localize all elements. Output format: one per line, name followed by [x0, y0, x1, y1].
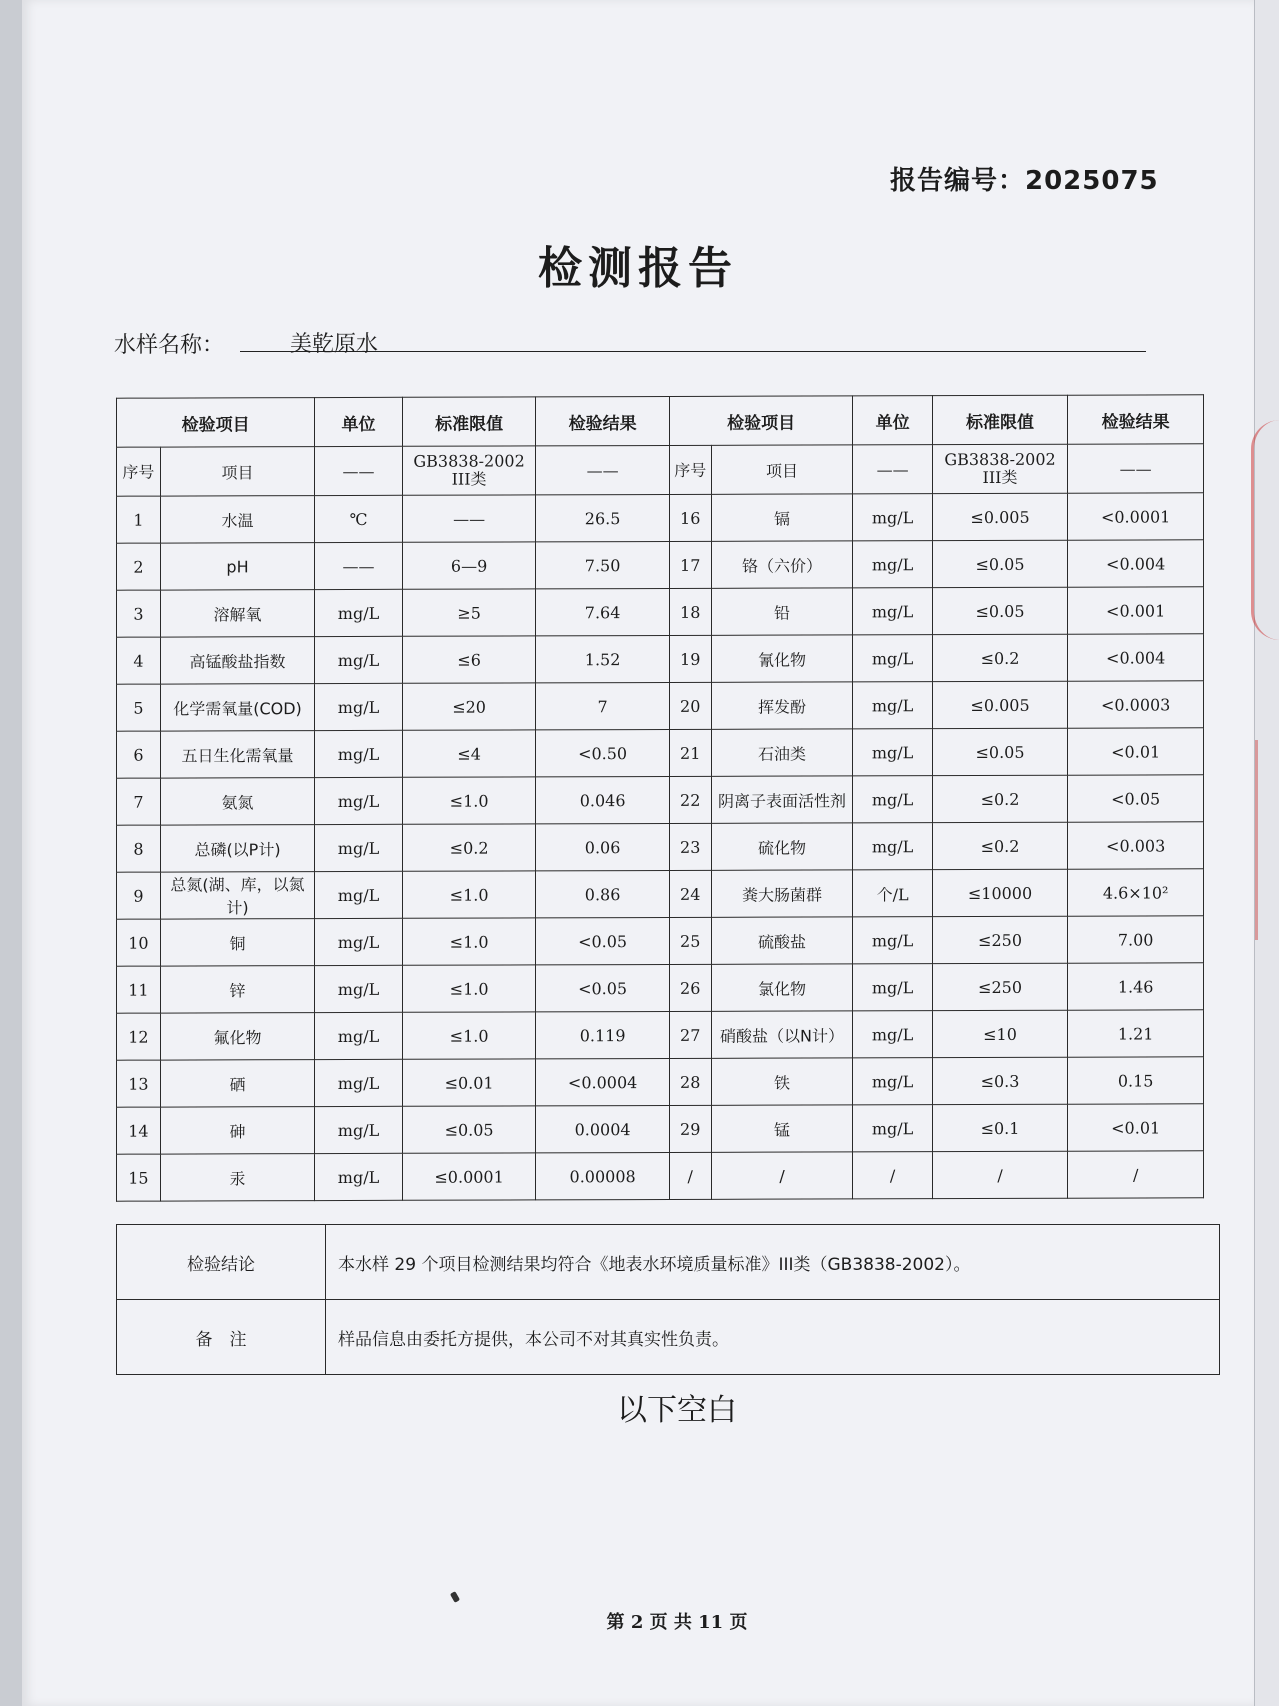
cell-limit: ≤0.2 — [932, 634, 1068, 681]
cell-no: 9 — [117, 872, 161, 919]
cell-no: 12 — [117, 1013, 161, 1060]
conclusion-row — [117, 1225, 1220, 1300]
cell-result: 26.5 — [536, 494, 670, 541]
remark-label: 备 注 — [117, 1300, 326, 1375]
cell-no: 26 — [669, 964, 711, 1011]
cell-result: 0.0004 — [536, 1105, 670, 1152]
cell-limit: ≤250 — [932, 963, 1068, 1010]
header-unit: 单位 — [315, 397, 403, 446]
cell-limit: ≤0.05 — [402, 1106, 536, 1153]
cell-no: 21 — [669, 729, 711, 776]
seq-header: 序号 — [117, 447, 161, 496]
header-limit: 标准限值 — [402, 397, 536, 446]
cell-limit: ≤0.05 — [932, 587, 1068, 634]
cell-name: 溶解氧 — [160, 590, 314, 637]
cell-no: 15 — [117, 1154, 161, 1201]
cell-name: 阴离子表面活性剂 — [711, 776, 853, 823]
table-row — [117, 681, 1204, 731]
cell-name: 砷 — [160, 1107, 314, 1154]
standard-header: GB3838-2002 III类 — [402, 446, 536, 495]
cell-no: 18 — [669, 588, 711, 635]
cell-limit: ≤1.0 — [402, 918, 536, 965]
conclusion-text: 本水样 29 个项目检测结果均符合《地表水环境质量标准》III类（GB3838-2002）。 — [326, 1225, 1220, 1300]
cell-result: 0.119 — [536, 1011, 670, 1058]
cell-unit: mg/L — [853, 635, 932, 682]
cell-name: 铬（六价） — [711, 541, 853, 588]
cell-no: 17 — [669, 541, 711, 588]
cell-unit: mg/L — [315, 824, 403, 871]
cell-no: 22 — [669, 776, 711, 823]
table-row — [117, 587, 1204, 637]
sample-label: 水样名称： — [114, 333, 225, 358]
cell-name: 氯化物 — [711, 964, 853, 1011]
table-row — [117, 1104, 1204, 1154]
cell-unit: mg/L — [853, 776, 932, 823]
cell-limit: ≤10 — [932, 1010, 1068, 1057]
table-row — [117, 493, 1204, 543]
cell-name: 镉 — [711, 494, 853, 541]
cell-name: 锰 — [711, 1105, 853, 1152]
table-row — [117, 634, 1204, 684]
cell-name: 水温 — [160, 496, 314, 543]
result-dash: —— — [1068, 444, 1204, 493]
cell-unit: mg/L — [315, 683, 403, 730]
cell-name: 硒 — [160, 1060, 314, 1107]
cell-name: 高锰酸盐指数 — [160, 637, 314, 684]
cell-result: 7.64 — [536, 588, 670, 635]
remark-text: 样品信息由委托方提供，本公司不对其真实性负责。 — [326, 1300, 1220, 1375]
page-number: 第 2 页 共 11 页 — [606, 1612, 748, 1633]
cell-unit: 个/L — [853, 870, 932, 917]
seq-header: 序号 — [669, 445, 711, 494]
cell-unit: —— — [315, 542, 403, 589]
cell-name: 化学需氧量(COD) — [160, 684, 314, 731]
cell-no: 16 — [669, 494, 711, 541]
cell-result: 1.21 — [1068, 1010, 1204, 1057]
cell-result: 1.52 — [536, 635, 670, 682]
cell-unit: mg/L — [853, 964, 932, 1011]
cell-unit: mg/L — [853, 1011, 932, 1058]
cell-no: 10 — [117, 919, 161, 966]
cell-limit: / — [932, 1151, 1068, 1198]
cell-result: 4.6×10² — [1068, 869, 1204, 916]
table-row — [117, 1151, 1204, 1201]
cell-name: 氟化物 — [160, 1013, 314, 1060]
cell-unit: mg/L — [315, 871, 403, 918]
table-row — [117, 728, 1204, 778]
header-result: 检验结果 — [536, 396, 670, 445]
results-table — [116, 394, 1204, 1201]
cell-name: 总氮(湖、库，以氮计) — [160, 872, 314, 919]
cell-name: 石油类 — [711, 729, 853, 776]
cell-result: <0.05 — [536, 917, 670, 964]
header-item: 检验项目 — [117, 398, 315, 448]
cell-limit: ≤4 — [402, 730, 536, 777]
cell-name: 铜 — [160, 919, 314, 966]
cell-name: 硝酸盐（以N计） — [711, 1011, 853, 1058]
cell-no: 25 — [669, 917, 711, 964]
cell-limit: ≤1.0 — [402, 871, 536, 918]
cell-limit: ≤250 — [932, 916, 1068, 963]
header-row — [117, 395, 1204, 447]
cell-limit: ≤0.005 — [932, 681, 1068, 728]
cell-result: / — [1068, 1151, 1204, 1198]
cell-limit: ≤0.005 — [932, 493, 1068, 540]
unit-dash: —— — [853, 445, 932, 494]
blank-below-text: 以下空白 — [617, 1393, 737, 1428]
cell-result: 0.046 — [536, 776, 670, 823]
cell-name: 粪大肠菌群 — [711, 870, 853, 917]
cell-result: 1.46 — [1068, 963, 1204, 1010]
cell-unit: mg/L — [315, 730, 403, 777]
cell-limit: ≥5 — [402, 589, 536, 636]
subheader-row — [117, 444, 1204, 496]
cell-limit: ≤0.0001 — [402, 1153, 536, 1200]
cell-result: 7.00 — [1068, 916, 1204, 963]
cell-limit: —— — [402, 495, 536, 542]
cell-limit: ≤0.2 — [932, 822, 1068, 869]
report-page — [22, 0, 1254, 1706]
cell-unit: mg/L — [315, 589, 403, 636]
sample-value: 美乾原水 — [290, 332, 379, 357]
cell-no: 7 — [117, 778, 161, 825]
cell-name: 铁 — [711, 1058, 853, 1105]
cell-no: 2 — [117, 543, 161, 590]
cell-unit: mg/L — [853, 729, 932, 776]
cell-unit: mg/L — [853, 588, 932, 635]
cell-limit: ≤0.01 — [402, 1059, 536, 1106]
cell-no: 6 — [117, 731, 161, 778]
cell-result: <0.01 — [1068, 728, 1204, 775]
unit-dash: —— — [315, 446, 403, 495]
cell-unit: mg/L — [315, 1012, 403, 1059]
standard-header: GB3838-2002 III类 — [932, 444, 1068, 493]
cell-name: 汞 — [160, 1154, 314, 1201]
header-limit: 标准限值 — [932, 395, 1068, 444]
cell-name: 氰化物 — [711, 635, 853, 682]
cell-name: 总磷(以P计) — [160, 825, 314, 872]
cell-unit: mg/L — [315, 636, 403, 683]
cell-no: / — [669, 1152, 711, 1199]
cell-limit: ≤0.2 — [932, 775, 1068, 822]
cell-result: <0.0003 — [1068, 681, 1204, 728]
table-row — [117, 1010, 1204, 1060]
cell-result: <0.003 — [1068, 822, 1204, 869]
table-row — [117, 775, 1204, 825]
cell-no: 3 — [117, 590, 161, 637]
cell-limit: ≤20 — [402, 683, 536, 730]
cell-name: 锌 — [160, 966, 314, 1013]
cell-no: 24 — [669, 870, 711, 917]
header-result: 检验结果 — [1068, 395, 1204, 444]
cell-unit: mg/L — [315, 918, 403, 965]
header-unit: 单位 — [853, 396, 932, 445]
cell-limit: ≤6 — [402, 636, 536, 683]
cell-limit: ≤1.0 — [402, 777, 536, 824]
adjacent-page-edge — [1254, 0, 1279, 1706]
cell-result: 7.50 — [536, 541, 670, 588]
cell-limit: ≤10000 — [932, 869, 1068, 916]
cell-no: 1 — [117, 496, 161, 543]
cell-no: 14 — [117, 1107, 161, 1154]
cell-name: 铅 — [711, 588, 853, 635]
cell-limit: ≤0.05 — [932, 728, 1068, 775]
conclusion-table — [116, 1224, 1220, 1375]
report-number: 报告编号：2025075 — [890, 166, 1159, 196]
item-name-header: 项目 — [160, 447, 314, 496]
result-dash: —— — [536, 445, 670, 494]
cell-no: 20 — [669, 682, 711, 729]
table-row — [117, 916, 1204, 966]
cell-limit: ≤0.05 — [932, 540, 1068, 587]
cell-limit: ≤1.0 — [402, 965, 536, 1012]
cell-unit: mg/L — [853, 1105, 932, 1152]
red-seal-stamp — [1251, 420, 1279, 640]
cell-unit: ℃ — [315, 495, 403, 542]
remark-row — [117, 1300, 1220, 1375]
cell-name: 硫酸盐 — [711, 917, 853, 964]
cell-unit: mg/L — [315, 1153, 403, 1200]
cell-result: <0.0001 — [1068, 493, 1204, 540]
table-row — [117, 540, 1204, 590]
cell-no: 13 — [117, 1060, 161, 1107]
cell-no: 5 — [117, 684, 161, 731]
header-item: 检验项目 — [669, 396, 853, 446]
cell-result: <0.004 — [1068, 634, 1204, 681]
cell-no: 23 — [669, 823, 711, 870]
cell-limit: ≤0.1 — [932, 1104, 1068, 1151]
cell-unit: mg/L — [315, 1106, 403, 1153]
cell-unit: mg/L — [315, 1059, 403, 1106]
cell-result: <0.004 — [1068, 540, 1204, 587]
cell-result: 7 — [536, 682, 670, 729]
red-seal-stamp — [1255, 740, 1279, 940]
table-row — [117, 963, 1204, 1013]
cell-result: 0.00008 — [536, 1152, 670, 1199]
cell-name: 五日生化需氧量 — [160, 731, 314, 778]
cell-result: 0.06 — [536, 823, 670, 870]
cell-result: 0.86 — [536, 870, 670, 917]
cell-name: 挥发酚 — [711, 682, 853, 729]
cell-unit: mg/L — [315, 965, 403, 1012]
cell-no: 4 — [117, 637, 161, 684]
cell-name: 硫化物 — [711, 823, 853, 870]
cell-result: <0.50 — [536, 729, 670, 776]
cell-no: 27 — [669, 1011, 711, 1058]
cell-limit: ≤1.0 — [402, 1012, 536, 1059]
cell-unit: mg/L — [853, 823, 932, 870]
cell-limit: ≤0.3 — [932, 1057, 1068, 1104]
cell-unit: mg/L — [853, 494, 932, 541]
cell-limit: ≤0.2 — [402, 824, 536, 871]
cell-result: <0.05 — [536, 964, 670, 1011]
cell-unit: mg/L — [853, 1058, 932, 1105]
page-title: 检测报告 — [538, 243, 738, 294]
cell-unit: mg/L — [853, 541, 932, 588]
cell-result: <0.05 — [1068, 775, 1204, 822]
cell-unit: mg/L — [853, 917, 932, 964]
table-row — [117, 822, 1204, 872]
cell-result: 0.15 — [1068, 1057, 1204, 1104]
cell-name: 氨氮 — [160, 778, 314, 825]
cell-name: / — [711, 1152, 853, 1199]
cell-result: <0.001 — [1068, 587, 1204, 634]
cell-name: pH — [160, 543, 314, 590]
item-name-header: 项目 — [711, 445, 853, 494]
table-row — [117, 1057, 1204, 1107]
cell-limit: 6—9 — [402, 542, 536, 589]
paper-speck — [450, 1591, 460, 1603]
conclusion-label: 检验结论 — [117, 1225, 326, 1300]
cell-no: 28 — [669, 1058, 711, 1105]
cell-unit: / — [853, 1152, 932, 1199]
cell-no: 29 — [669, 1105, 711, 1152]
cell-no: 11 — [117, 966, 161, 1013]
cell-unit: mg/L — [315, 777, 403, 824]
cell-unit: mg/L — [853, 682, 932, 729]
cell-no: 8 — [117, 825, 161, 872]
cell-result: <0.0004 — [536, 1058, 670, 1105]
cell-result: <0.01 — [1068, 1104, 1204, 1151]
cell-no: 19 — [669, 635, 711, 682]
table-row — [117, 869, 1204, 919]
